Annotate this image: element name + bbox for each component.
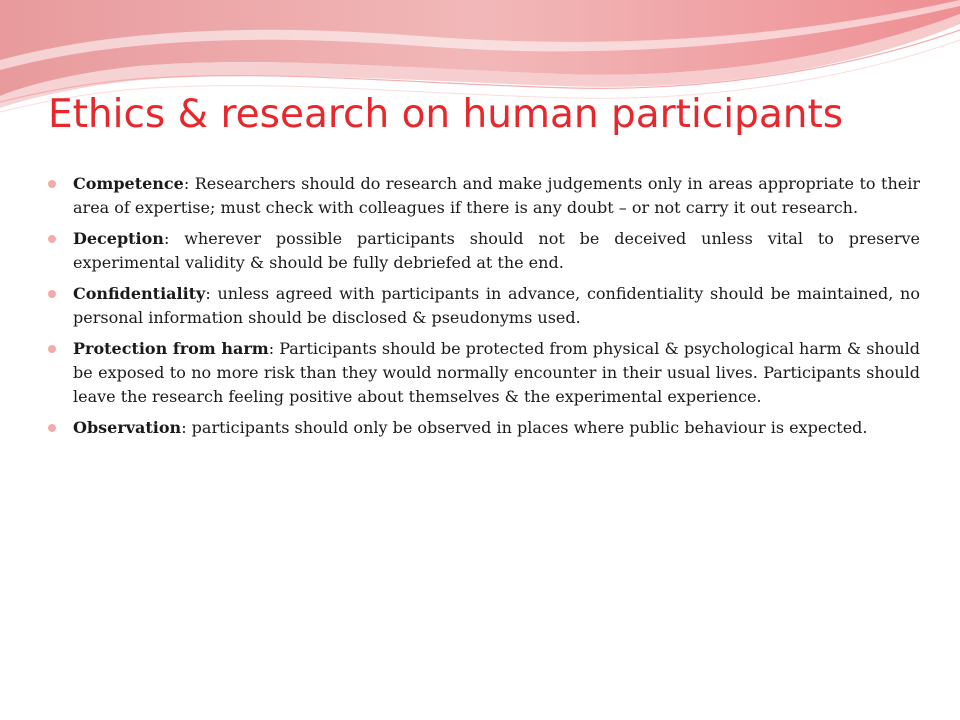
bullet-text: : wherever possible participants should not be deceived unless vital to preserve experimental validity & should be fully debriefed at the end.	[73, 229, 920, 272]
bullet-dot-icon	[48, 424, 56, 432]
bullet-item-confidentiality	[48, 282, 920, 330]
bullet-term: Observation	[73, 418, 182, 437]
bullet-dot-icon	[48, 290, 56, 298]
bullet-text: : Researchers should do research and make judgements only in areas appropriate to their area of expertise; must check with colleagues if there is any doubt – or not carry it out research.	[73, 174, 920, 217]
bullet-term: Deception	[73, 229, 164, 248]
bullet-item-competence	[48, 172, 920, 220]
bullet-item-deception	[48, 227, 920, 275]
bullet-item-observation	[48, 416, 920, 440]
bullet-term: Competence	[73, 174, 184, 193]
bullet-text: : unless agreed with participants in advance, confidentiality should be maintained, no personal information should be disclosed & pseudonyms used.	[73, 284, 920, 327]
bullet-item-protection-from-harm	[48, 337, 920, 409]
bullet-dot-icon	[48, 345, 56, 353]
bullet-dot-icon	[48, 180, 56, 188]
bullet-text: : participants should only be observed in places where public behaviour is expected.	[181, 418, 868, 437]
bullet-dot-icon	[48, 235, 56, 243]
bullet-list	[48, 172, 920, 447]
bullet-term: Confidentiality	[73, 284, 206, 303]
bullet-term: Protection from harm	[73, 339, 269, 358]
bullet-text: : Participants should be protected from physical & psychological harm & should be exposed to no more risk than they would normally encounter in their usual lives. Participants should leave the research feeling positive about themselves & the experimental experience.	[73, 339, 920, 406]
slide-title: Ethics & research on human participants	[48, 92, 844, 137]
